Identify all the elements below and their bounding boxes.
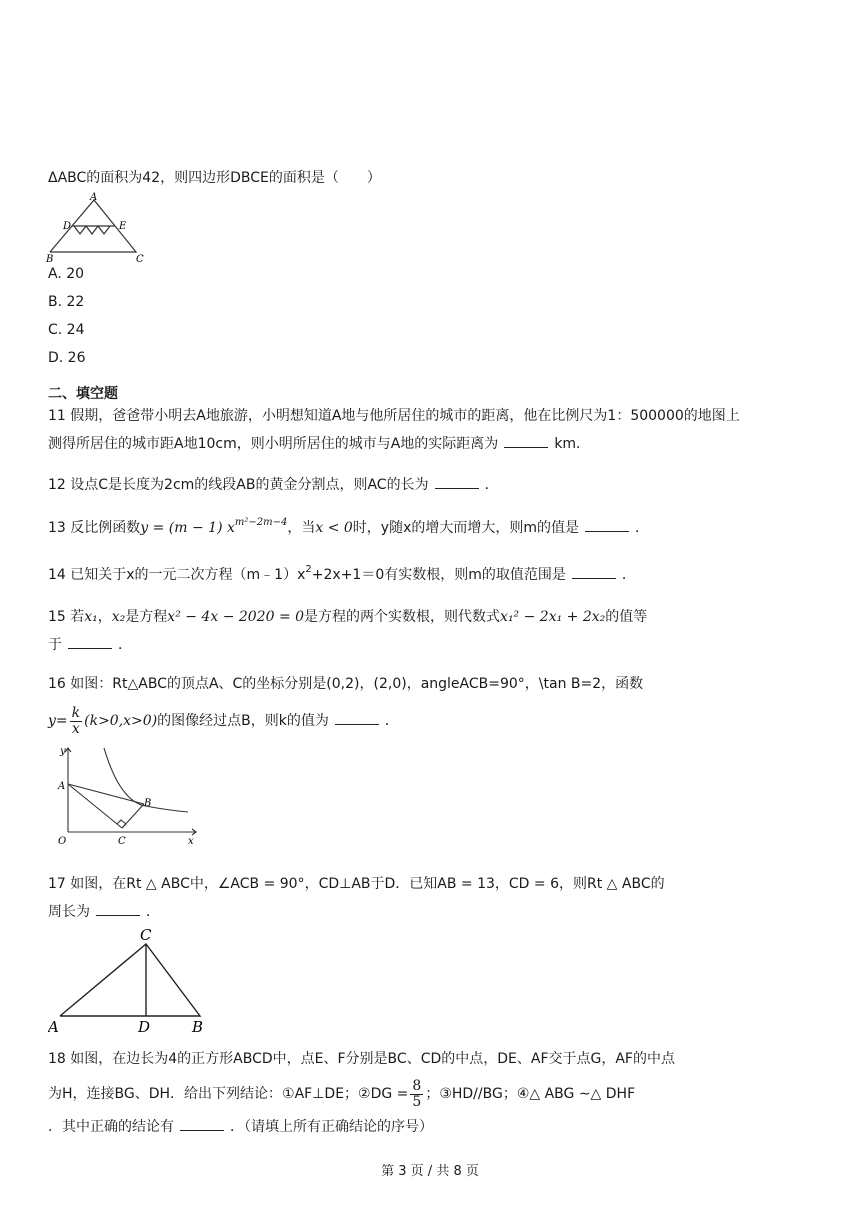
q11-line2: 测得所居住的城市距A地10cm，则小明所居住的城市与A地的实际距离为 km． <box>48 436 591 452</box>
label-C: C <box>140 926 152 944</box>
q17-answer-blank <box>96 902 140 916</box>
right-triangle-figure <box>48 924 218 1036</box>
label-D: D <box>63 221 72 232</box>
label-C: C <box>136 254 144 264</box>
label-E: E <box>119 221 127 232</box>
label-B: B <box>46 254 54 264</box>
q12-text: 12 设点C是长度为2cm的线段AB的黄金分割点，则AC的长为 ． <box>48 477 499 493</box>
label-B: B <box>144 798 152 809</box>
label-A: A <box>58 781 66 792</box>
q16-line2: y= $\frac{k}{x}$ (k>0,x>0)的图像经过点B，则k的值为 ． <box>48 704 399 737</box>
q13-answer-blank <box>585 518 629 532</box>
label-O: O <box>58 836 67 847</box>
label-D: D <box>138 1018 151 1036</box>
q14-text: 14 已知关于x的一元二次方程$(m﹣1)x^2+2x+1=0$有实数根，则m的取值范围是 ． <box>48 564 636 583</box>
q12-answer-blank <box>435 475 479 489</box>
option-d: D. 26 <box>48 350 86 366</box>
axis-x-label: x <box>188 836 194 847</box>
q15-answer-blank <box>68 635 112 649</box>
option-a: A. 20 <box>48 266 85 282</box>
q16-line1: 16 如图：Rt△ABC的顶点A、C的坐标分别是(0,2)，(2,0)，angleACB=90°，\tan B=2，函数 <box>48 676 644 692</box>
option-b: B. 22 <box>48 294 85 310</box>
q17-line1: 17 如图，在Rt △ ABC中，∠ACB = 90°，CD⊥AB于D．已知AB = 13，CD = 6，则Rt △ ABC的 <box>48 876 665 892</box>
section-title: 二、填空题 <box>48 386 118 402</box>
label-B: B <box>192 1018 204 1036</box>
q11-answer-blank <box>504 434 548 448</box>
q18-fraction: $\frac{8}{5}$ <box>412 1077 422 1110</box>
q18-line2: 为H，连接BG、DH．给出下列结论：①AF⊥DE；②DG = $\frac{8}{5}$ ；③HD//BG；④△ ABG ∼△ DHF <box>48 1077 636 1110</box>
label-A: A <box>48 1018 59 1036</box>
q13-text: 13 反比例函数y = (m − 1) $x^{m^2-2m-4}$，当x < 0时，y随x的增大而增大，则m的值是 ． <box>48 517 650 536</box>
axis-y-label: y <box>60 746 66 757</box>
option-c: C. 24 <box>48 322 85 338</box>
label-C: C <box>118 836 126 847</box>
q14-answer-blank <box>572 565 616 579</box>
q16-fraction: $\frac{k}{x}$ <box>71 704 81 737</box>
q17-line2: 周长为 ． <box>48 904 160 920</box>
q18-answer-blank <box>180 1117 224 1131</box>
q18-line3: ．其中正确的结论有 ．（请填上所有正确结论的序号） <box>48 1119 433 1135</box>
q15-line1: 15 若x₁，x₂是方程x² − 4x − 2020 = 0是方程的两个实数根，则代数式x₁² − 2x₁ + 2x₂的值等 <box>48 609 648 625</box>
prev-question-stem: ΔABC的面积为42，则四边形DBCE的面积是（ ） <box>48 170 381 186</box>
q15-line2: 于 ． <box>48 637 132 653</box>
page-footer: 第 3 页 / 共 8 页 <box>381 1164 479 1179</box>
q11-line1: 11 假期，爸爸带小明去A地旅游，小明想知道A地与他所居住的城市的距离，他在比例尺为1：500000的地图上 <box>48 408 740 424</box>
triangle-figure <box>46 190 156 264</box>
q18-line1: 18 如图，在边长为4的正方形ABCD中，点E、F分别是BC、CD的中点，DE、AF交于点G，AF的中点 <box>48 1051 675 1067</box>
coordinate-figure <box>56 744 206 848</box>
label-A: A <box>90 192 98 203</box>
q16-answer-blank <box>335 711 379 725</box>
